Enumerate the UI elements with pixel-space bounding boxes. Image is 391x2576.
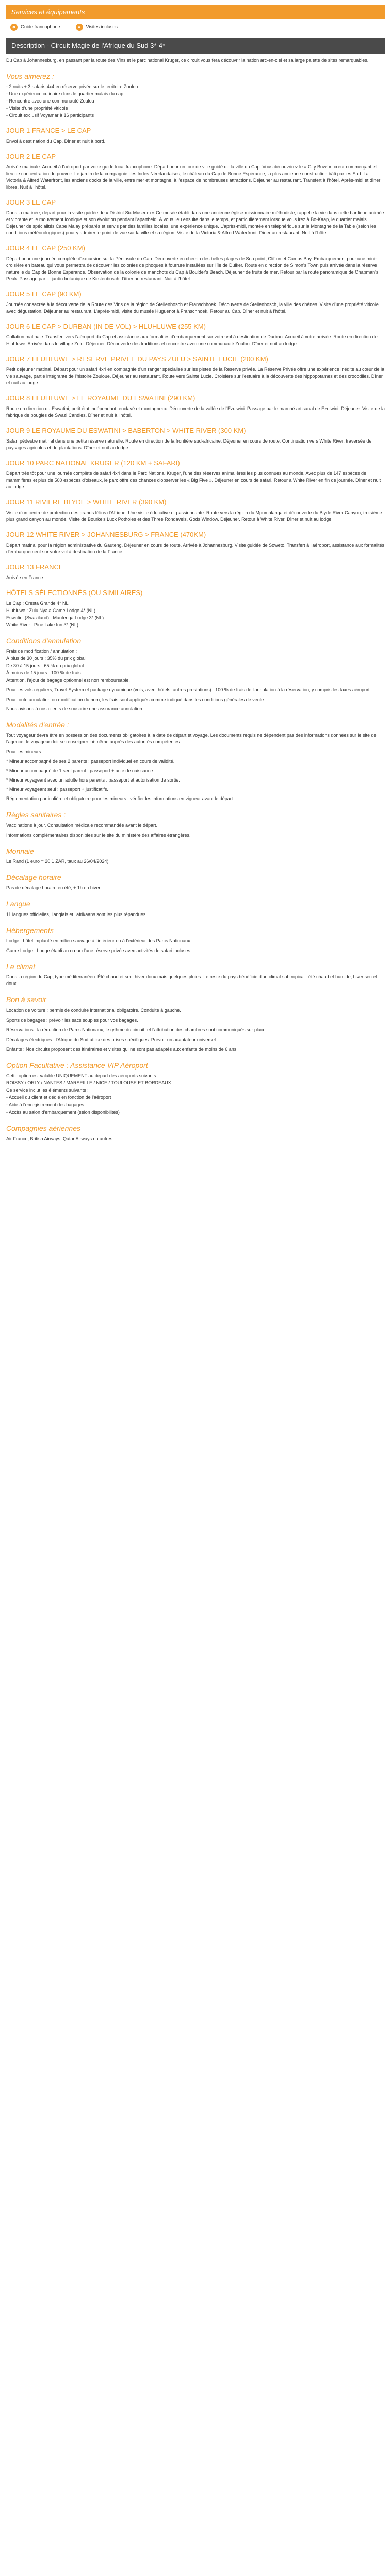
conditions-list [6,648,385,684]
compagnies-text: Air France, British Airways, Qatar Airways ou autres... [6,1136,117,1141]
list-item: De 30 à 15 jours : 65 % du prix global [6,663,84,669]
list-item: Ce service inclut les éléments suivants : [6,1088,89,1093]
feature-guide-label: Guide francophone [21,24,60,30]
day-block [6,322,385,347]
list-item: Location de voiture : permis de conduire international obligatoire. Conduite à gauche. [6,1007,181,1013]
list-item: - 2 nuits + 3 safaris 4x4 en réserve privée sur le territoire Zoulou [6,84,138,90]
day-title: JOUR 11 RIVIERE BLYDE > WHITE RIVER (390 KM) [6,498,167,506]
reglements-text: Vaccinations à jour. Consultation médicale recommandée avant le départ. [6,822,158,828]
day-title: JOUR 5 LE CAP (90 KM) [6,290,82,298]
hebergements-title: Hébergements [6,926,54,935]
list-item: * Mineur voyageant avec un adulte hors parents : passeport et autorisation de sortie. [6,777,180,783]
hotels-title: HÔTELS SÉLECTIONNÉS (OU SIMILAIRES) [6,588,143,597]
hebergements-lodge: Lodge : hôtel implanté en milieu sauvage à l'intérieur ou à l'extérieur des Parcs Nationaux. [6,938,192,943]
day-title: JOUR 4 LE CAP (250 KM) [6,244,85,252]
list-item: * Mineur accompagné de ses 2 parents : passeport individuel en cours de validité. [6,759,175,765]
services-title: Services et équipements [6,5,385,19]
list-item: ROISSY / ORLY / NANTES / MARSEILLE / NICE / TOULOUSE ET BORDEAUX [6,1080,171,1086]
day-text: Route en direction du Eswatini, petit état indépendant, enclavé et montagneux. Découverte de la vallée de l'Ezulwini. Passage par le marché artisanal de Ezulwini. Déjeuner. Visite de la fabrique de bougies de Swazi Candles. Dîner et nuit à l'hôtel. [6,406,385,418]
feature-visits [76,24,118,31]
day-title: JOUR 12 WHITE RIVER > JOHANNESBURG > FRANCE (470KM) [6,531,206,539]
conditions-note: Nous avisons à nos clients de souscrire une assurance annulation. [6,706,144,711]
vous-aimerez-list [6,83,385,119]
day-text: Visite d'un centre de protection des grands félins d'Afrique. Une visite éducative et passionnante. Route vers la région du Mpumalanga et découverte du Blyde River Canyon, troisième plus grand canyon au monde. Visite de Bourke's Luck Potholes et des Three Rondavels, Gods Window. Déjeuner. Retour à White River. Dîner et nuit au lodge. [6,510,382,522]
day-title: JOUR 13 FRANCE [6,563,63,571]
modalites-intro: Tout voyageur devra être en possession des documents obligatoires à la date de départ et voyage. Les documents requis ne dépendent pas des informations données sur le site de l'agence, le voyageur doit se renseigner lui-même auprès des autorités compétentes. [6,732,377,744]
day-text: Départ très tôt pour une journée complète de safari 4x4 dans le Parc National Kruger, l'une des réserves animalières les plus connues au monde. Avec plus de 147 espèces de mammifères et plus de 500 espèces d'oiseaux, le parc offre des chances d'observer les « Big Five ». Déjeuner en cours de safari. Retour à White River en fin de journée. Dîner et nuit au lodge. [6,470,381,490]
day-block [6,126,385,145]
decalage-text: Pas de décalage horaire en été, + 1h en hiver. [6,885,102,891]
list-item: Attention, l'ajout de bagage optionnel est non remboursable. [6,677,130,683]
compagnies-title: Compagnies aériennes [6,1124,80,1132]
day-text: Petit déjeuner matinal. Départ pour un safari 4x4 en compagnie d'un ranger spécialisé sur les pistes de la Reserve privée. La Réserve Privée offre une expérience inédite au cœur de la vie sauvage, partie intégrante de l'histoire Zouloue. Déjeuner au restaurant. Route vers Sainte Lucie. Croisière sur l'estuaire à la découverte des hippopotames et des crocodiles. Dîner et nuit au lodge. [6,367,384,386]
description-title: Description - Circuit Magie de l'Afrique du Sud 3*-4* [6,38,385,54]
bon-savoir-note: Enfants : Nos circuits proposent des itinéraires et visites qui ne sont pas adaptés aux enfants de moins de 6 ans. [6,1046,238,1052]
list-item: - Visite d'une propriété viticole [6,106,68,111]
day-title: JOUR 2 LE CAP [6,152,56,161]
list-item: Sports de bagages : prévoir les sacs souples pour vos bagages. [6,1017,138,1023]
day-text: Départ pour une journée complète d'excursion sur la Péninsule du Cap. Découverte en chemin des belles plages de Sea point, Clifton et Camps Bay. Embarquement pour une mini-croisière en bateau qui vous permettra de découvrir les colonies de phoques à fourrure installées sur l'île de Duiker. Route en direction de Simon's Town puis arrivée dans la réserve naturelle du Cap de Bonne Espérance. Observation de la colonie de manchots du Cap à Boulder's Beach. Déjeuner de fruits de mer. Retour par la route panoramique de Chapman's Peak. Passage par le jardin botanique de Kirstenbosch. Dîner au restaurant. Nuit à l'hôtel. [6,256,379,282]
list-item: - Accès au salon d'embarquement (selon disponibilités) [6,1109,120,1115]
day-title: JOUR 8 HLUHLUWE > LE ROYAUME DU ESWATINI (290 KM) [6,394,196,402]
list-item: - Une expérience culinaire dans le quartier malais du cap [6,91,124,97]
bon-savoir-title: Bon à savoir [6,995,46,1004]
list-item: À moins de 15 jours : 100 % de frais [6,670,81,676]
langue-text: 11 langues officielles, l'anglais et l'afrikaans sont les plus répandues. [6,911,147,917]
itinerary [6,126,385,581]
day-text: Collation matinale. Transfert vers l'aéroport du Cap et assistance aux formalités d'embarquement sur votre vol à destination de Durban. Accueil à votre arrivée. Route en direction de Hluhluwe. Arrivée dans le village Zulu. Déjeuner. Découverte des traditions et rencontre avec une communauté Zoulou. Dîner et nuit au lodge. [6,334,378,347]
day-title: JOUR 10 PARC NATIONAL KRUGER (120 KM + SAFARI) [6,459,180,467]
hebergements-game-lodge: Game Lodge : Lodge établi au cœur d'une réserve privée avec activités de safari incluses. [6,948,192,954]
person-icon: ☻ [10,24,18,31]
day-block [6,530,385,555]
day-text: Safari pédestre matinal dans une petite réserve naturelle. Route en direction de la frontière sud-africaine. Déjeuner en cours de route. Continuation vers White River, traversée de paysages agricoles et de plantations. Dîner et nuit au lodge. [6,438,372,451]
list-item: Le Cap : Cresta Grande 4* NL [6,600,69,606]
monnaie-title: Monnaie [6,846,34,855]
reglements-title: Règles sanitaires : [6,810,66,819]
option-list [6,1073,385,1115]
day-block [6,426,385,451]
pin-icon: ● [76,24,83,31]
list-item: * Mineur accompagné de 1 seul parent : passeport + acte de naissance. [6,768,154,774]
climat-text: Dans la région du Cap, type méditerranéen. Été chaud et sec, hiver doux mais quelques pluies. Le reste du pays bénéficie d'un climat subtropical : été chaud et humide, hiver sec et doux. [6,974,377,987]
list-item: - Rencontre avec une communauté Zoulou [6,98,94,104]
day-title: JOUR 6 LE CAP > DURBAN (IN DE VOL) > HLUHLUWE (255 KM) [6,323,206,331]
conditions-title: Conditions d'annulation [6,636,82,645]
day-block [6,152,385,191]
day-text: Arrivée en France [6,574,43,580]
day-block [6,198,385,236]
list-item: À plus de 30 jours : 35% du prix global [6,656,86,662]
list-item: - Accueil du client et dédié en fonction de l'aéroport [6,1095,111,1100]
decalage-title: Décalage horaire [6,873,61,882]
modalites-title: Modalités d'entrée : [6,720,69,729]
day-text: Arrivée matinale. Accueil à l'aéroport par votre guide local francophone. Départ pour un tour de ville guidé de la ville du Cap. Vous découvrirez le « City Bowl », cœur commerçant et lieu de concentration du pouvoir. Le jardin de la compagnie des Indes Néerlandaises, le château du Cap de Bonne Espérance, la plus ancienne construction bâti par les Sud. La Victoria & Alfred Waterfront, les anciens docks de la ville, entre mer et montagne, à l'espace de nombreuses attractions. Déjeuner au restaurant. Transfert à l'hôtel. Après-midi et dîner libres. Nuit à l'hôtel. [6,164,381,190]
hotels-list [6,600,385,629]
day-block [6,354,385,386]
list-item: Frais de modification / annulation : [6,649,77,654]
features-row [6,22,385,35]
climat-title: Le climat [6,962,36,971]
day-title: JOUR 9 LE ROYAUME DU ESWATINI > BABERTON > WHITE RIVER (300 KM) [6,427,246,435]
day-text: Journée consacrée à la découverte de la Route des Vins de la région de Stellenbosch et Franschhoek. Découverte de Stellenbosch, la ville des chênes. Visite d'une propriété viticole avec dégustation. Déjeuner au restaurant. L'après-midi, visite du musée Huguenot à Franschhoek. Retour au Cap. Dîner et nuit à l'hôtel. [6,302,379,314]
list-item: Hluhluwe : Zulu Nyala Game Lodge 4* (NL) [6,607,96,613]
feature-visits-label: Visites incluses [86,24,118,30]
day-title: JOUR 7 HLUHLUWE > RESERVE PRIVEE DU PAYS ZULU > SAINTE LUCIE (200 KM) [6,355,268,363]
day-block [6,459,385,490]
day-text: Départ matinal pour la région administrative du Gauteng. Déjeuner en cours de route. Arrivée à Johannesburg. Visite guidée de Soweto. Transfert à l'aéroport, assistance aux formalités d'embarquement sur votre vol à destination de la France. [6,542,384,554]
conditions-note: Pour toute annulation ou modification du nom, les frais sont appliqués comme indiqué dans les conditions générales de vente. [6,697,265,702]
day-block [6,563,385,581]
modalites-text: Pour les mineurs : [6,749,44,754]
modalites-note: Réglementation particulière et obligatoire pour les mineurs : vérifier les informations en vigueur avant le départ. [6,796,234,802]
list-item: Eswatini (Swaziland) : Mantenga Lodge 3* (NL) [6,615,104,620]
list-item: Cette option est valable UNIQUEMENT au départ des aéroports suivants : [6,1073,159,1079]
list-item: - Circuit exclusif Voyamar à 16 participants [6,113,94,118]
vous-aimerez-title: Vous aimerez : [6,72,54,80]
list-item: * Mineur voyageant seul : passeport + justificatifs. [6,787,108,792]
option-title: Option Facultative : Assistance VIP Aéroport [6,1061,148,1070]
conditions-note: Pour les vols réguliers, Travel System et package dynamique (vols, avec, hôtels, autres prestations) : 100 % de frais de l'annulation à la réservation, y compris les taxes aéroport. [6,687,371,693]
day-block [6,394,385,419]
day-title: JOUR 1 FRANCE > LE CAP [6,127,91,135]
day-block [6,498,385,523]
list-item: - Aide à l'enregistrement des bagages [6,1102,84,1108]
monnaie-text: Le Rand (1 euro = 20,1 ZAR, taux au 26/04/2024) [6,858,109,864]
intro-text: Du Cap à Johannesburg, en passant par la route des Vins et le parc national Kruger, ce circuit vous fera découvrir la nation arc-en-ciel et sa large palette de sites remarquables. [6,57,369,63]
langue-title: Langue [6,900,30,908]
list-item: Réservations : la réduction de Parcs Nationaux, le rythme du circuit, et l'attribution des chambres sont communiqués sur place. [6,1027,267,1032]
day-text: Dans la matinée, départ pour la visite guidée de « District Six Museum » Ce musée établi dans une ancienne église missionnaire méthodiste, rappelle la vie dans cette banlieue animée et vibrante et le mouvement iconique et son évolution pendant l'apartheid. À vous lieu ensuite dans le temps, et particulièrement lorsque vous irez à Bo-Kaap, le quartier malais. Déjeuner de spécialités Cape Malay préparés et servis par des familles locales, une expérience unique. L'après-midi, montée en téléphérique sur la Montagne de la Table (selon les conditions météorologiques) pour y admirer le point de vue sur la ville et sa région. Visite de la Victoria & Alfred Waterfront. Dîner au restaurant. Nuit à l'hôtel. [6,210,384,236]
list-item: Décalages électriques : l'Afrique du Sud utilise des prises spécifiques. Prévoir un adaptateur universel. [6,1037,217,1042]
list-item: White River : Pine Lake Inn 3* (NL) [6,622,79,628]
day-title: JOUR 3 LE CAP [6,198,56,207]
day-text: Envol à destination du Cap. Dîner et nuit à bord. [6,139,106,144]
day-block [6,244,385,282]
page [0,0,391,1156]
day-block [6,290,385,315]
reglements-note: Informations complémentaires disponibles sur le site du ministère des affaires étrangères. [6,832,191,838]
feature-guide [10,24,60,31]
